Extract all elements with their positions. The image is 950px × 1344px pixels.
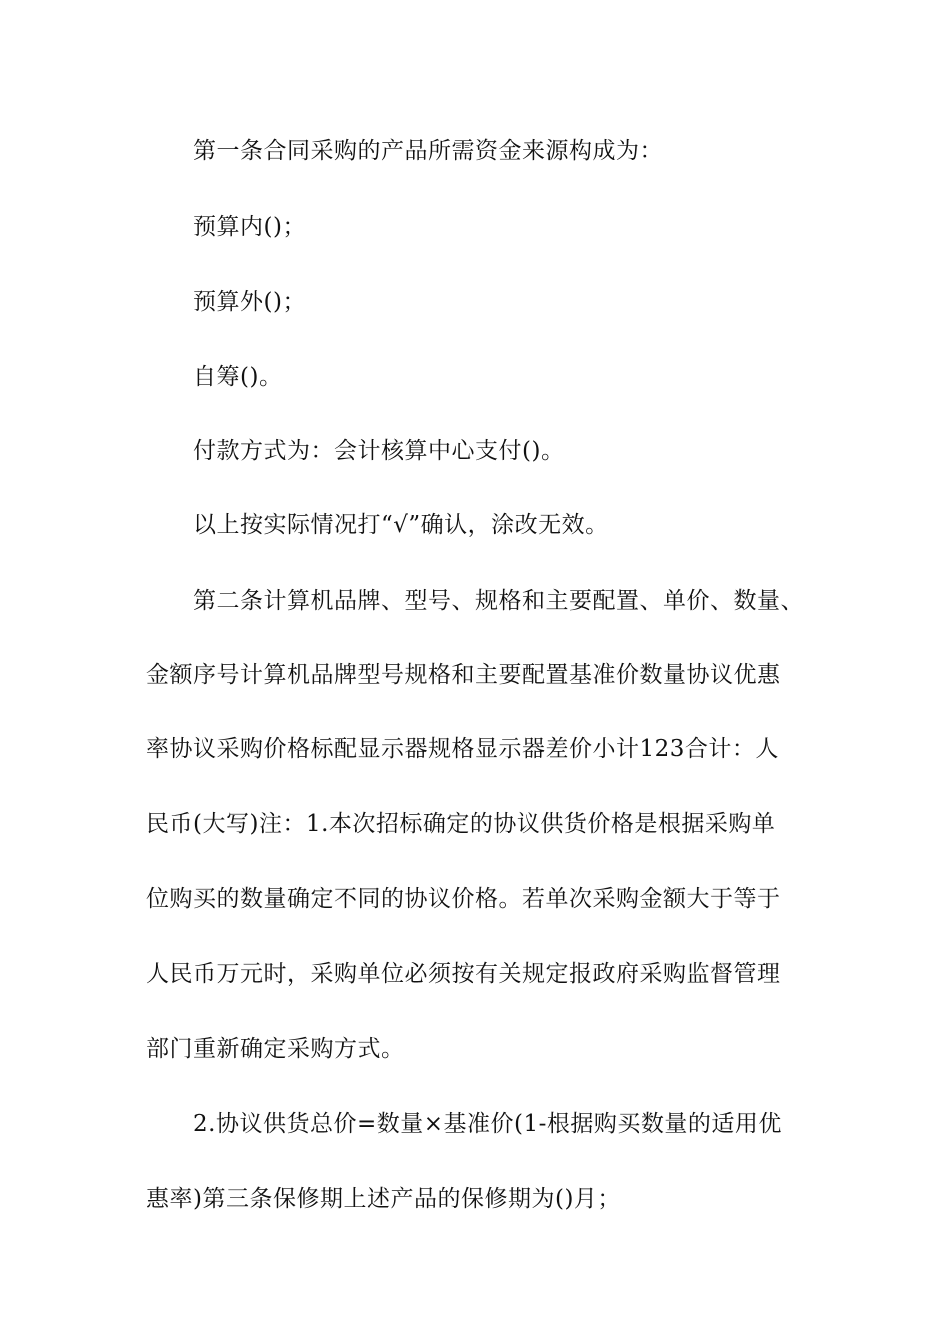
text-line: 付款方式为：会计核算中心支付()。 bbox=[193, 438, 565, 464]
text-line: 部门重新确定采购方式。 bbox=[146, 1036, 405, 1062]
text-line: 自筹()。 bbox=[193, 364, 283, 390]
text-line: 率协议采购价格标配显示器规格显示器差价小计123合计：人 bbox=[146, 736, 779, 762]
text-line: 第二条计算机品牌、型号、规格和主要配置、单价、数量、 bbox=[193, 588, 804, 614]
text-line: 位购买的数量确定不同的协议价格。若单次采购金额大于等于 bbox=[146, 886, 781, 912]
text-line: 以上按实际情况打“√”确认，涂改无效。 bbox=[193, 512, 609, 538]
text-line: 预算内()； bbox=[193, 214, 306, 240]
text-line: 惠率)第三条保修期上述产品的保修期为()月； bbox=[146, 1186, 621, 1212]
text-line: 2.协议供货总价=数量×基准价(1-根据购买数量的适用优 bbox=[193, 1111, 782, 1137]
text-line: 第一条合同采购的产品所需资金来源构成为： bbox=[193, 138, 663, 164]
text-line: 人民币万元时，采购单位必须按有关规定报政府采购监督管理 bbox=[146, 961, 781, 987]
text-line: 民币(大写)注：1.本次招标确定的协议供货价格是根据采购单 bbox=[146, 811, 776, 837]
text-line: 金额序号计算机品牌型号规格和主要配置基准价数量协议优惠 bbox=[146, 662, 781, 688]
text-line: 预算外()； bbox=[193, 289, 306, 315]
